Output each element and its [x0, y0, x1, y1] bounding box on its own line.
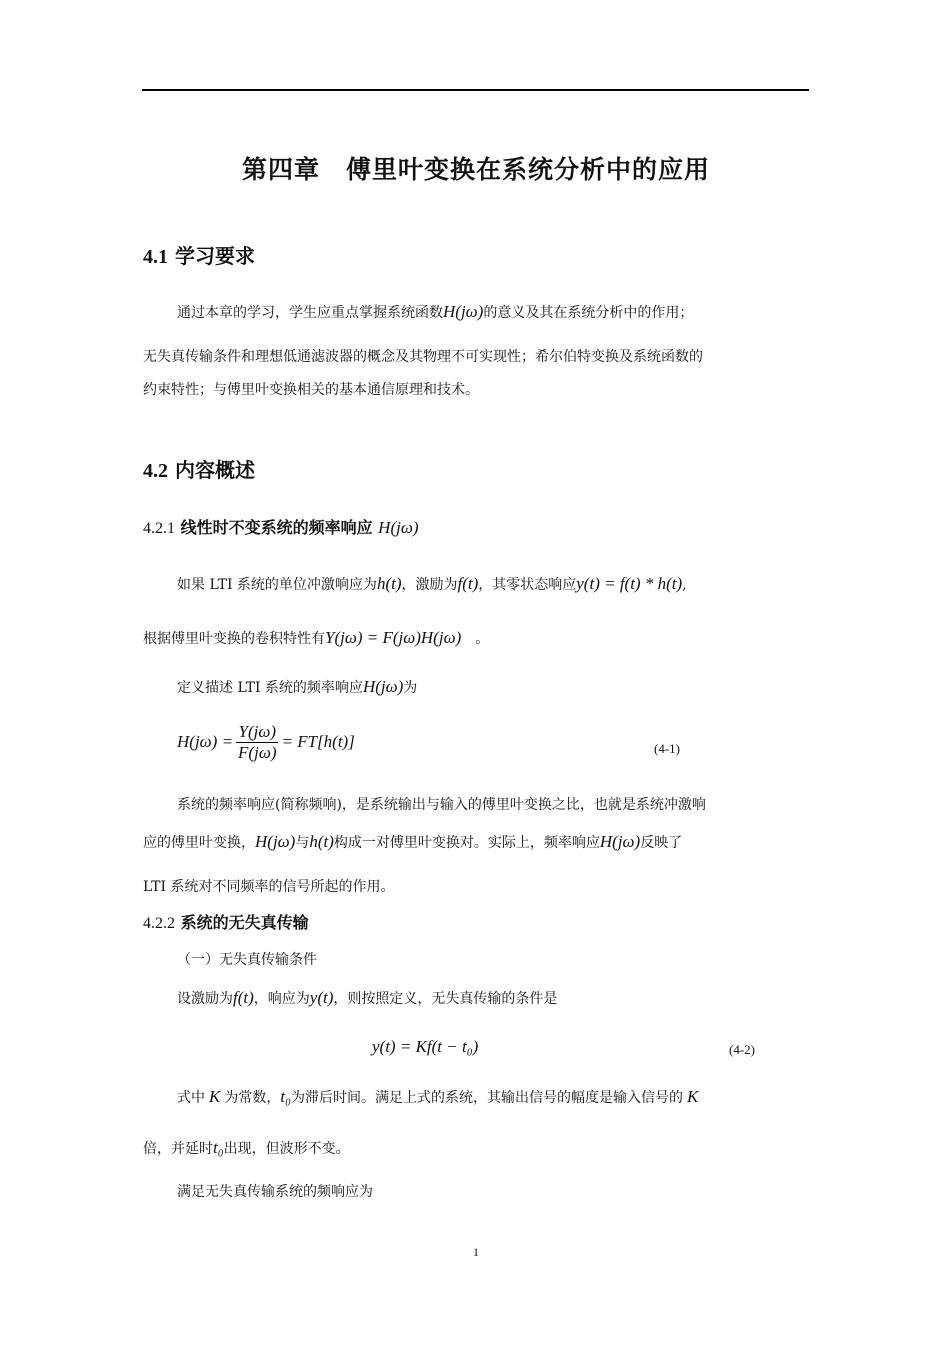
subsection-number: 4.2.1 — [143, 520, 175, 537]
paragraph — [143, 1138, 350, 1158]
math: y(t) — [309, 988, 334, 1007]
equation-4-1 — [177, 722, 355, 763]
subsection-number: 4.2.2 — [143, 915, 175, 932]
text: ，其零状态响应 — [478, 577, 577, 593]
paragraph — [177, 302, 693, 322]
math: f(t) — [233, 988, 254, 1007]
text: 反映了 — [640, 835, 683, 851]
section-title: 内容概述 — [174, 458, 255, 482]
text: 式中 — [177, 1090, 205, 1106]
math: f(t) — [457, 574, 479, 593]
math: K — [209, 1087, 221, 1106]
subsection-title: 线性时不变系统的频率响应 — [180, 518, 373, 537]
eq-numerator: Y(jω) — [236, 722, 278, 743]
subsection-heading-4-2-1 — [143, 515, 419, 538]
paragraph — [143, 628, 489, 648]
text: 出现，但波形不变。 — [223, 1141, 350, 1157]
page-number: 1 — [473, 1245, 479, 1259]
math: t₀ — [280, 1087, 291, 1106]
text: 如果 LTI 系统的单位冲激响应为 — [177, 577, 377, 593]
math: h(t) — [376, 574, 402, 593]
text: ，响应为 — [253, 991, 310, 1007]
header-rule — [142, 89, 809, 91]
text: 设激励为 — [177, 991, 233, 1007]
paragraph-line: 系统的频率响应(简称频响)，是系统输出与输入的傅里叶变换之比，也就是系统冲激响 — [177, 797, 706, 813]
math: H(jω) — [599, 832, 641, 851]
paragraph — [177, 574, 687, 594]
eq-fraction — [236, 722, 278, 763]
chapter-title: 第四章 傅里叶变换在系统分析中的应用 — [241, 155, 710, 184]
math: H(jω) — [255, 832, 296, 851]
subsection-heading-4-2-2 — [143, 910, 309, 933]
paragraph-line: LTI 系统对不同频率的信号所起的作用。 — [143, 879, 395, 895]
eq-rhs: = FT[h(t)] — [281, 732, 355, 751]
paragraph-line: 无失真传输条件和理想低通滤波器的概念及其物理不可实现性；希尔伯特变换及系统函数的 — [143, 349, 703, 365]
section-heading-4-2 — [143, 454, 255, 483]
math: K — [686, 1087, 699, 1106]
text: 应的傅里叶变换， — [143, 835, 255, 851]
eq-denominator: F(jω) — [238, 743, 277, 762]
eq-lhs: H(jω) = — [177, 732, 234, 751]
text: 为滞后时间。满足上式的系统，其输出信号的幅度是输入信号的 — [290, 1090, 683, 1106]
math: H(jω) — [443, 302, 484, 321]
text: 为常数， — [224, 1090, 281, 1106]
text: 倍，并延时 — [143, 1141, 213, 1157]
text: 定义描述 LTI 系统的频率响应 — [177, 680, 363, 696]
section-number: 4.1 — [143, 246, 168, 268]
paragraph — [177, 988, 557, 1008]
paragraph — [177, 1087, 698, 1107]
text: ，则按照定义，无失真传输的条件是 — [333, 991, 558, 1007]
math: t₀ — [213, 1138, 224, 1157]
equation-number: (4-1) — [654, 741, 680, 756]
section-title: 学习要求 — [174, 244, 255, 268]
math: h(t) — [309, 832, 334, 851]
sub-heading: （一）无失真传输条件 — [177, 952, 317, 968]
paragraph-line: 满足无失真传输系统的频响应为 — [177, 1184, 373, 1200]
equation-number: (4-2) — [729, 1042, 755, 1057]
paragraph — [177, 677, 417, 697]
section-heading-4-1 — [143, 240, 255, 269]
text: 根据傅里叶变换的卷积特性有 — [143, 631, 325, 647]
text: , — [682, 577, 687, 593]
text: 通过本章的学习，学生应重点掌握系统函数 — [177, 305, 443, 321]
text: ，激励为 — [401, 577, 458, 593]
math: Y(jω) = F(jω)H(jω) — [325, 628, 462, 647]
text: 的意义及其在系统分析中的作用； — [483, 305, 694, 321]
math: H(jω) — [362, 677, 404, 696]
text: 为 — [403, 680, 418, 696]
paragraph — [143, 832, 682, 852]
text: 构成一对傅里叶变换对。实际上，频率响应 — [333, 835, 600, 851]
text: 。 — [475, 631, 490, 647]
equation-4-2: y(t) = Kf(t − t₀) — [372, 1037, 479, 1056]
math: y(t) = f(t) * h(t) — [576, 574, 683, 593]
paragraph-line: 约束特性；与傅里叶变换相关的基本通信原理和技术。 — [143, 382, 479, 398]
math: H(jω) — [378, 518, 419, 537]
subsection-title: 系统的无失真传输 — [180, 913, 309, 932]
section-number: 4.2 — [143, 460, 168, 482]
text: 与 — [295, 835, 310, 851]
